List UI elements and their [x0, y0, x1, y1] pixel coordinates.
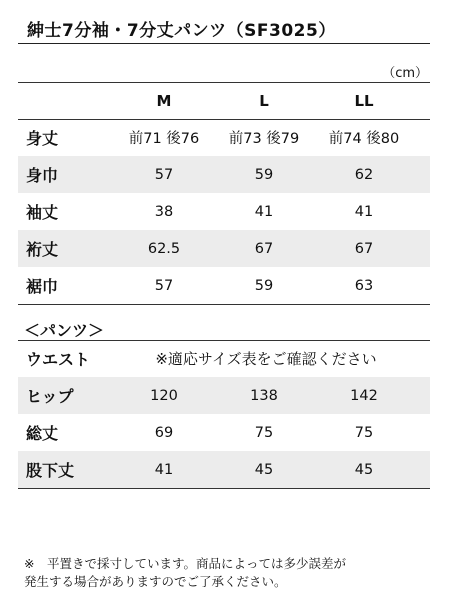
title-underline: [18, 43, 430, 44]
value-ll: 45: [354, 461, 374, 478]
table-row: [18, 156, 430, 193]
table-row: [18, 193, 430, 230]
value-m: 57: [154, 166, 174, 183]
size-l-header: L: [259, 91, 269, 110]
row-label: 裾巾: [26, 277, 59, 296]
value-l: 前73 後79: [228, 131, 300, 147]
value-ll: 67: [354, 240, 374, 257]
footnote-line: 発生する場合がありますのでご了承ください。: [24, 574, 287, 589]
value-m: 57: [154, 277, 174, 294]
value-l: 59: [254, 166, 274, 183]
size-header-row: [18, 82, 430, 119]
value-ll: 75: [354, 424, 374, 441]
value-m: 120: [150, 387, 178, 404]
value-l: 75: [254, 424, 274, 441]
table-row: [18, 451, 430, 488]
row-label: 総丈: [26, 424, 59, 443]
waist-note: ※適応サイズ表をご確認ください: [155, 350, 377, 368]
row-label: 股下丈: [26, 461, 75, 480]
value-ll: 142: [350, 387, 378, 404]
size-ll-header: LL: [354, 91, 374, 110]
table-row: [18, 377, 430, 414]
value-ll: 41: [354, 203, 374, 220]
row-label: 身丈: [26, 129, 59, 148]
table-row: [18, 119, 430, 156]
row-label: 裄丈: [26, 240, 59, 259]
footnote-line: ※ 平置きで採寸しています。商品によっては多少誤差が: [24, 556, 346, 571]
pants-table-bottom-rule: [18, 488, 430, 489]
table-row: [18, 267, 430, 304]
table-row: [18, 230, 430, 267]
value-l: 41: [254, 203, 274, 220]
value-l: 59: [254, 277, 274, 294]
value-ll: 前74 後80: [328, 131, 400, 147]
value-l: 45: [254, 461, 274, 478]
row-label: 身巾: [26, 166, 59, 185]
value-ll: 63: [354, 277, 374, 294]
measurement-footnote: [24, 555, 434, 591]
table-row: [18, 414, 430, 451]
value-ll: 62: [354, 166, 374, 183]
value-m: 前71 後76: [128, 131, 200, 147]
value-m: 41: [154, 461, 174, 478]
value-l: 67: [254, 240, 274, 257]
page-title: 紳士7分袖・7分丈パンツ（SF3025）: [27, 21, 336, 41]
value-m: 62.5: [147, 240, 181, 257]
waist-row: [18, 340, 430, 377]
row-label: 袖丈: [26, 203, 59, 222]
row-label: ウエスト: [26, 350, 91, 369]
value-l: 138: [250, 387, 278, 404]
pants-section-heading: ＜パンツ＞: [24, 321, 105, 340]
value-m: 38: [154, 203, 174, 220]
shirt-table-bottom-rule: [18, 304, 430, 305]
unit-label: （cm）: [382, 66, 428, 81]
size-m-header: M: [156, 91, 172, 110]
value-m: 69: [154, 424, 174, 441]
row-label: ヒップ: [26, 387, 74, 406]
